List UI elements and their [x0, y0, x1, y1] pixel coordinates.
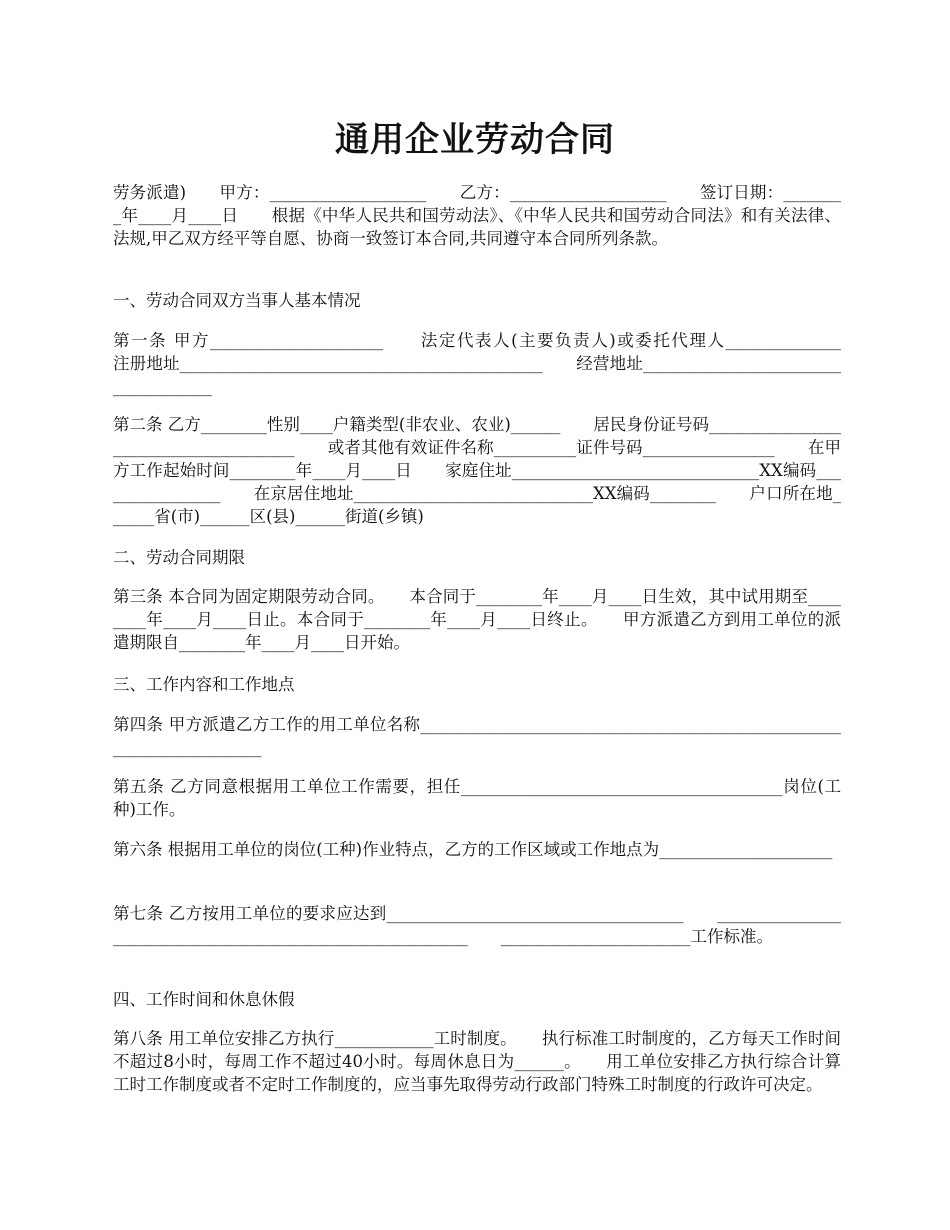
section-heading-1: 一、劳动合同双方当事人基本情况: [113, 291, 361, 310]
section-heading-2: 二、劳动合同期限: [113, 548, 245, 567]
article-6: 第六条 根据用工单位的岗位(工种)作业特点，乙方的工作区域或工作地点为_____________________: [113, 840, 833, 859]
intro-paragraph: 劳务派遣) 甲方：___________________ 乙方：___________________ 签订日期：________年____月____日 根据《中华人民共和国劳动法》、《中华人民共和国劳动合同法》和有关法律、法规,甲乙双方经平等自愿、协商一致签订本合同,共同遵守本合同所列条款。: [113, 183, 841, 248]
section-heading-3: 三、工作内容和工作地点: [113, 675, 295, 694]
article-4: 第四条 甲方派遣乙方工作的用工单位名称_____________________________________________________________________: [113, 715, 841, 757]
article-7: 第七条 乙方按用工单位的要求应达到____________________________________ __________________________________________________________ _______________________工作标准。: [113, 904, 841, 946]
article-2: 第二条 乙方________性别____户籍类型(非农业、农业)______ 居民身份证号码______________________________________ 或者其他有效证件名称__________证件号码________________ 在甲方工作起始时间________年____月____日 家庭住址______________________________XX编码________________ 在京居住地址_____________________________XX编码________ 户口所在地______省(市)______区(县)______街道(乡镇): [113, 415, 841, 526]
article-3: 第三条 本合同为固定期限劳动合同。 本合同于________年____月____日生效，其中试用期至________年____月____日止。本合同于________年____月____日终止。 甲方派遣乙方到用工单位的派遣期限自________年____月____日开始。: [113, 587, 841, 652]
article-5: 第五条 乙方同意根据用工单位工作需要，担任_______________________________________岗位(工种)工作。: [113, 777, 841, 819]
article-1: 第一条 甲方_____________________ 法定代表人(主要负责人)或委托代理人______________ 注册地址____________________________________________ 经营地址____________________________________: [113, 331, 874, 396]
article-8: 第八条 用工单位安排乙方执行____________工时制度。 执行标准工时制度的，乙方每天工作时间不超过8小时，每周工作不超过40小时。每周休息日为______。 用工单位安排乙方执行综合计算工时工作制度或者不定时工作制度的，应当事先取得劳动行政部门特殊工时制度的行政许可决定。: [113, 1029, 841, 1094]
document-title: 通用企业劳动合同: [335, 120, 615, 160]
section-heading-4: 四、工作时间和休息休假: [113, 990, 295, 1009]
